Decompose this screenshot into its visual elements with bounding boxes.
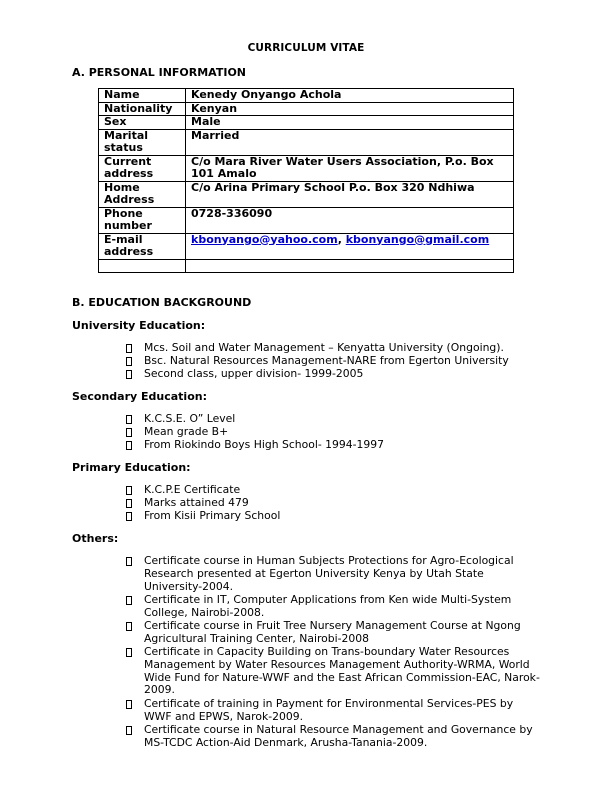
list-item (126, 555, 542, 593)
row-label: Current address (99, 155, 186, 181)
list-item-text: K.C.P.E Certificate (144, 483, 241, 496)
row-label: Sex (99, 116, 186, 130)
list-item (126, 724, 542, 750)
list-item-text: Certificate of training in Payment for Environmental Services-PES by WWF and EPWS, Narok-2009. (144, 696, 514, 723)
list-item-text: Mean grade B+ (144, 424, 229, 438)
personal-info-table (98, 88, 514, 273)
list-item (126, 594, 542, 620)
secondary-heading: Secondary Education: (72, 390, 207, 403)
list-item-text: Second class, upper division- 1999-2005 (144, 366, 364, 380)
row-value: C/o Arina Primary School P.o. Box 320 Ndhiwa (186, 181, 514, 207)
list-item-text: Certificate course in Natural Resource Management and Governance by MS-TCDC Action-Aid Denmark, Arusha-Tanania-2009. (144, 722, 533, 749)
table-row (99, 207, 514, 233)
list-item (126, 646, 542, 697)
page-title: CURRICULUM VITAE (247, 42, 365, 54)
row-label: Marital status (99, 129, 186, 155)
table-row (99, 155, 514, 181)
row-label: Nationality (99, 102, 186, 116)
table-row-empty (99, 259, 514, 272)
bullet-box-icon (126, 428, 132, 437)
empty-cell (99, 259, 186, 272)
table-row (99, 129, 514, 155)
list-item-text: Marks attained 479 (144, 495, 249, 509)
row-value: C/o Mara River Water Users Association, P.o. Box 101 Amalo (186, 155, 514, 181)
primary-list (126, 484, 546, 522)
list-item (126, 510, 546, 523)
row-label: Home Address (99, 181, 186, 207)
bullet-box-icon (126, 557, 132, 566)
secondary-list (126, 413, 546, 451)
bullet-box-icon (126, 499, 132, 508)
list-item-text: From Kisii Primary School (144, 508, 281, 522)
bullet-box-icon (126, 344, 132, 353)
university-heading: University Education: (72, 319, 206, 332)
row-value: Kenyan (186, 102, 514, 116)
bullet-box-icon (126, 726, 132, 735)
bullet-box-icon (126, 357, 132, 366)
email-link-gmail[interactable]: kbonyango@gmail.com (345, 232, 490, 246)
list-item-text: Certificate in IT, Computer Applications from Ken wide Multi-System College, Nairobi-2008. (144, 592, 512, 619)
list-item-text: K.C.S.E. O” Level (144, 412, 236, 425)
list-item-text: Bsc. Natural Resources Management-NARE from Egerton University (144, 353, 509, 367)
email-link-yahoo[interactable]: kbonyango@yahoo.com (191, 232, 338, 246)
email-value (186, 233, 514, 259)
others-list (126, 555, 542, 750)
bullet-box-icon (126, 700, 132, 709)
bullet-box-icon (126, 486, 132, 495)
bullet-box-icon (126, 370, 132, 379)
bullet-box-icon (126, 512, 132, 521)
bullet-box-icon (126, 441, 132, 450)
personal-info-heading: A. PERSONAL INFORMATION (72, 66, 246, 79)
bullet-box-icon (126, 415, 132, 424)
list-item-text: Certificate in Capacity Building on Trans-boundary Water Resources Management by Water Resources Management Authority-WRMA, World Wide Fund for Nature-WWF and the East African Commission-EAC, Narok-2009. (144, 645, 540, 697)
primary-heading: Primary Education: (72, 461, 191, 474)
row-value: Male (186, 116, 514, 130)
list-item-text: Certificate course in Fruit Tree Nursery Management Course at Ngong Agricultural Training Center, Nairobi-2008 (144, 618, 521, 645)
table-row (99, 116, 514, 130)
list-item-text: From Riokindo Boys High School- 1994-1997 (144, 437, 385, 451)
bullet-box-icon (126, 596, 132, 605)
row-value: 0728-336090 (186, 207, 514, 233)
others-heading: Others: (72, 532, 119, 545)
list-item (126, 439, 546, 452)
bullet-box-icon (126, 622, 132, 631)
email-label: E-mail address (99, 233, 186, 259)
list-item-text: Certificate course in Human Subjects Protections for Agro-Ecological Research presented at Egerton University Kenya by Utah State University-2004. (144, 554, 514, 593)
list-item (126, 368, 546, 381)
university-list (126, 342, 546, 380)
list-item-text: Mcs. Soil and Water Management – Kenyatta University (Ongoing). (144, 341, 504, 354)
table-row (99, 102, 514, 116)
email-separator: , (337, 232, 346, 246)
education-heading: B. EDUCATION BACKGROUND (72, 296, 252, 309)
list-item (126, 698, 542, 724)
row-label: Phone number (99, 207, 186, 233)
list-item (126, 620, 542, 646)
table-row (99, 181, 514, 207)
table-row (99, 89, 514, 103)
bullet-box-icon (126, 648, 132, 657)
row-label: Name (99, 89, 186, 103)
row-value: Married (186, 129, 514, 155)
empty-cell (186, 259, 514, 272)
row-value: Kenedy Onyango Achola (186, 89, 514, 103)
table-row (99, 233, 514, 259)
